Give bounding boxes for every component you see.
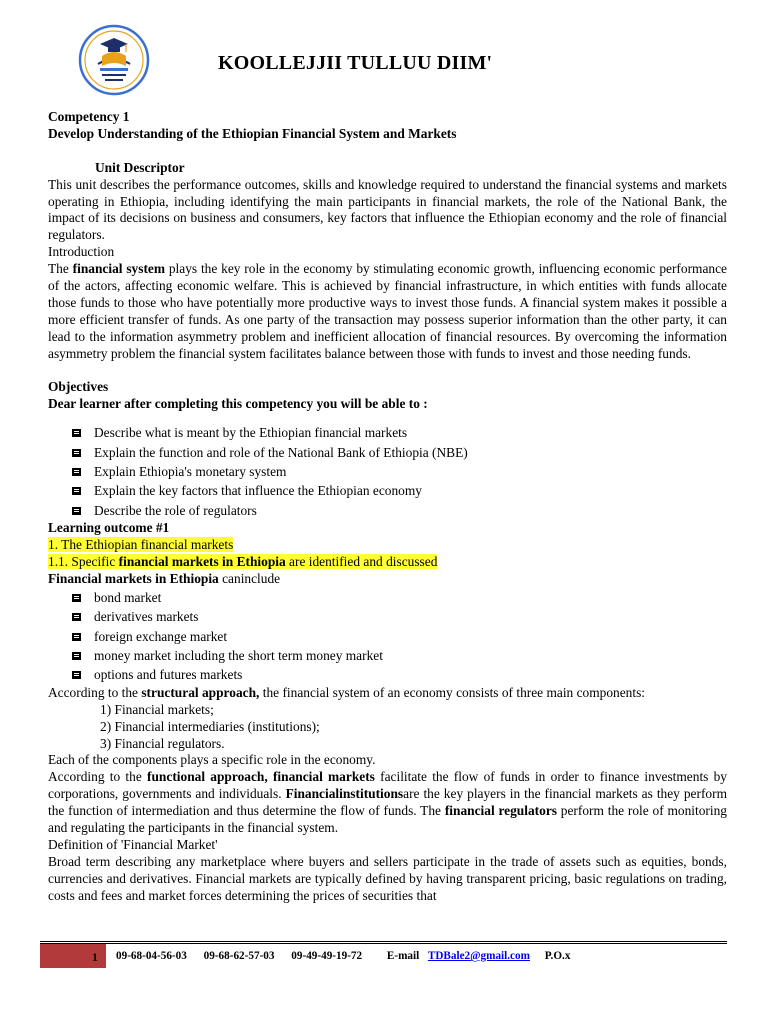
definition-heading: Definition of 'Financial Market' [48, 836, 218, 852]
phone-1: 09-68-04-56-03 [116, 950, 187, 962]
learning-outcome-heading: Learning outcome #1 [48, 520, 170, 536]
unit-descriptor-heading: Unit Descriptor [95, 159, 185, 175]
bullet-icon [72, 507, 81, 515]
bullet-icon [72, 671, 81, 679]
email-link[interactable]: TDBale2@gmail.com [427, 950, 530, 962]
introduction-text: The financial system plays the key role in the economy by stimulating economic growth, influencing economic performance of the actors, affecting economic welfare. This is achieved by financial infrastructure, in which entities with funds allocate those funds to those who have potentially more productive ways to invest those funds. A financial system makes it possible a more efficient transfer of funds. As one party of the transaction may possess superior information than the other party, it can lead to the information asymmetry problem and inefficient allocation of financial resources. By overcoming the information asymmetry problem the financial system facilitates balance between those with funds to invest and those needing funds. [48, 261, 727, 361]
introduction-heading: Introduction [48, 244, 115, 260]
definition-text: Broad term describing any marketplace where buyers and sellers participate in the trade of assets such as equities, bonds, currencies and derivatives. Financial markets are typically defined by having transparent pricing, basic regulations on trading, costs and fees and market forces determining the prices of securities that [48, 853, 727, 903]
footer-divider [40, 941, 727, 942]
page-number: 1 [92, 950, 98, 964]
list-item: bond market [48, 588, 727, 607]
list-item: Explain the function and role of the National Bank of Ethiopia (NBE) [48, 443, 727, 462]
list-item: 2) Financial intermediaries (institutions); [100, 718, 320, 734]
objectives-heading: Objectives [48, 379, 109, 395]
footer-contact [116, 950, 584, 962]
markets-list [48, 588, 727, 685]
list-item: Describe what is meant by the Ethiopian financial markets [48, 423, 727, 442]
bullet-icon [72, 449, 81, 457]
unit-descriptor-text: This unit describes the performance outcomes, skills and knowledge required to understand the financial systems and markets operating in Ethiopia, including identifying the main participants in financial markets, the role of the National Bank, the impact of its decisions on business and consumers, key factors that influence the Ethiopian economy and the role of financial regulators. [48, 176, 727, 243]
learning-outcome-line-2: 1.1. Specific financial markets in Ethiopia are identified and discussed [48, 554, 438, 570]
list-item: 3) Financial regulators. [100, 735, 225, 751]
po-box: P.O.x [544, 950, 571, 962]
list-item: Explain Ethiopia's monetary system [48, 462, 727, 481]
objectives-lead: Dear learner after completing this competency you will be able to : [48, 396, 428, 412]
college-logo [78, 24, 150, 96]
list-item: Explain the key factors that influence the Ethiopian economy [48, 481, 727, 500]
phone-2: 09-68-62-57-03 [203, 950, 275, 962]
college-name-header: KOOLLEJJII TULLUU DIIM' [218, 52, 493, 74]
list-item: derivatives markets [48, 607, 727, 626]
bullet-icon [72, 633, 81, 641]
list-item: money market including the short term money market [48, 646, 727, 665]
document-body [48, 109, 727, 903]
competency-title: Competency 1 [48, 109, 130, 124]
bullet-icon [72, 487, 81, 495]
bullet-icon [72, 652, 81, 660]
functional-approach-text: According to the functional approach, financial markets facilitate the flow of funds in order to finance investments by corporations, governments and individuals. Financialinstitutionsare the key players in the financial markets as they perform the function of intermediation and thus determine the flow of funds. The financial regulators perform the role of monitoring and regulating the participants in the financial system. [48, 769, 727, 836]
competency-subtitle: Develop Understanding of the Ethiopian Financial System and Markets [48, 125, 457, 141]
structural-approach-text: According to the structural approach, the financial system of an economy consists of three main components: [48, 684, 646, 700]
list-item: 1) Financial markets; [100, 701, 214, 717]
email-label: E-mail [386, 950, 420, 962]
list-item: options and futures markets [48, 665, 727, 684]
footer-divider [40, 943, 727, 944]
objectives-list [48, 423, 727, 520]
markets-heading: Financial markets in Ethiopia caninclude [48, 570, 281, 586]
phone-3: 09-49-49-19-72 [291, 950, 363, 962]
list-item: foreign exchange market [48, 627, 727, 646]
bullet-icon [72, 468, 81, 476]
list-item: Describe the role of regulators [48, 501, 727, 520]
learning-outcome-line-1: 1. The Ethiopian financial markets [48, 537, 234, 553]
components-summary: Each of the components plays a specific role in the economy. [48, 752, 376, 768]
components-list [48, 702, 727, 753]
bullet-icon [72, 594, 81, 602]
bullet-icon [72, 429, 81, 437]
bullet-icon [72, 613, 81, 621]
